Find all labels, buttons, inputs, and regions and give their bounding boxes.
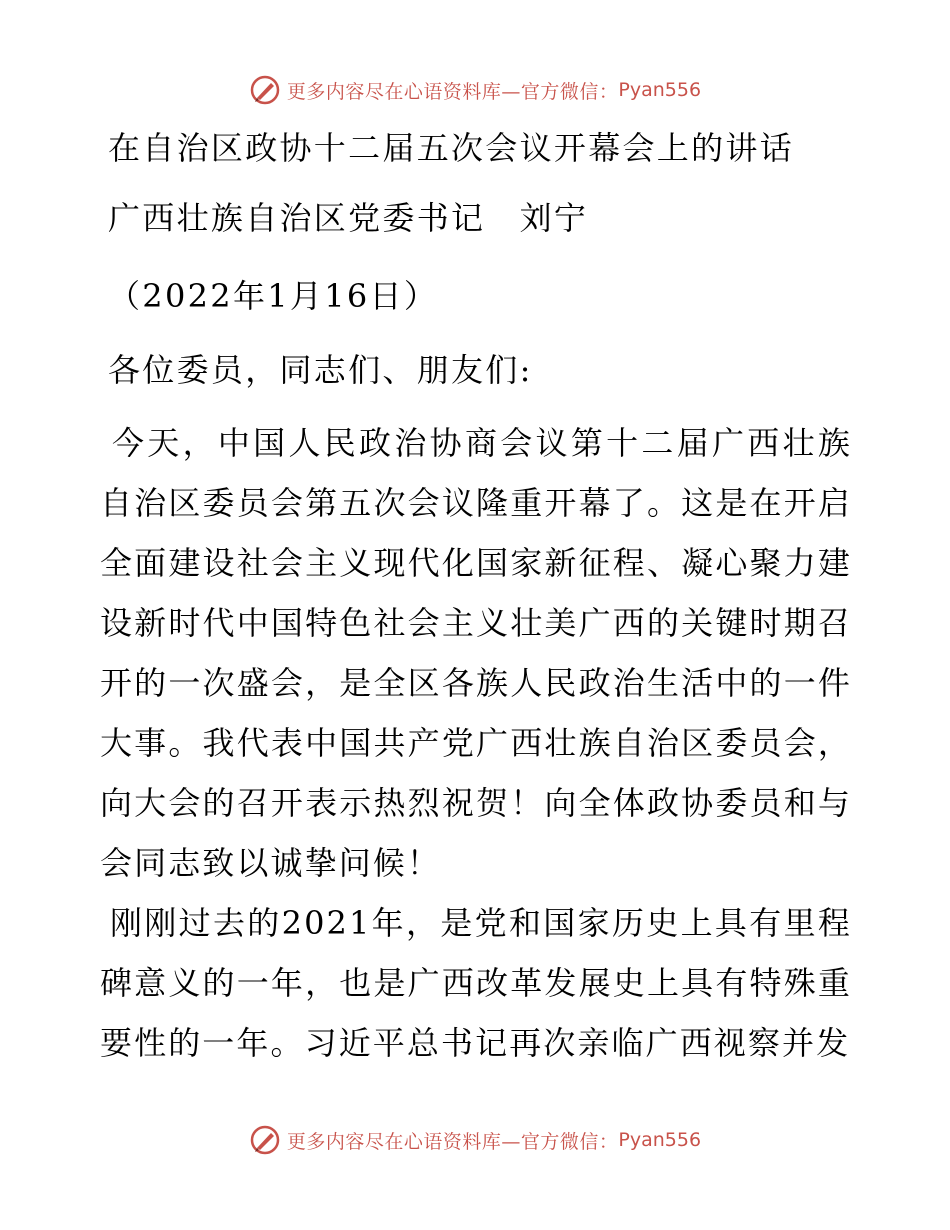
watermark-wechat-id: Pyan556	[618, 79, 702, 101]
speaker-line: 广西壮族自治区党委书记 刘宁	[108, 199, 589, 237]
watermark-banner-top	[0, 70, 950, 110]
paragraph-2: 刚刚过去的2021年，是党和国家历史上具有里程碑意义的一年，也是广西改革发展史上具有特殊重要性的一年。习近平总书记再次亲临广西视察并发	[100, 904, 852, 1062]
watermark-banner-bottom	[0, 1120, 950, 1160]
date-line: （2022年1月16日）	[108, 277, 439, 315]
quill-pen-icon	[249, 74, 281, 106]
quill-pen-icon	[249, 1124, 281, 1156]
watermark-wechat-id: Pyan556	[618, 1129, 702, 1151]
watermark-text: 更多内容尽在心语资料库—官方微信：	[286, 1130, 619, 1153]
paragraph-1: 今天，中国人民政治协商会议第十二届广西壮族自治区委员会第五次会议隆重开幕了。这是在开启全面建设社会主义现代化国家新征程、凝心聚力建设新时代中国特色社会主义壮美广西的关键时期召开的一次盛会，是全区各族人民政治生活中的一件大事。我代表中国共产党广西壮族自治区委员会，向大会的召开表示热烈祝贺！向全体政协委员和与会同志致以诚挚问候！	[100, 424, 852, 882]
document-title: 在自治区政协十二届五次会议开幕会上的讲话	[108, 129, 795, 167]
watermark-text: 更多内容尽在心语资料库—官方微信：	[286, 80, 619, 103]
salutation-line: 各位委员，同志们、朋友们:	[108, 351, 533, 389]
